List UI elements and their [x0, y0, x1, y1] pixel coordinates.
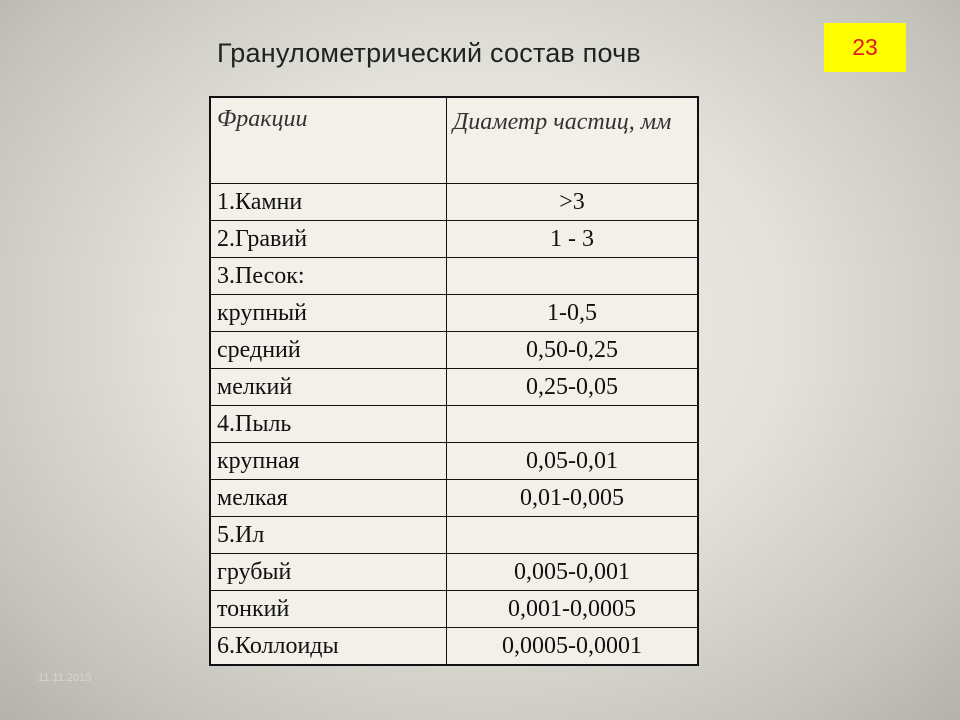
fraction-cell: 6.Коллоиды: [210, 628, 447, 666]
diameter-cell: 0,005-0,001: [447, 554, 699, 591]
table-row: [210, 221, 698, 258]
fraction-cell: грубый: [210, 554, 447, 591]
fraction-cell: мелкая: [210, 480, 447, 517]
table-row: [210, 480, 698, 517]
slide-number-badge: [824, 23, 906, 72]
fraction-table-grid: [209, 96, 699, 666]
table-row: [210, 443, 698, 480]
fraction-cell: 3.Песок:: [210, 258, 447, 295]
table-row: [210, 517, 698, 554]
table-row: [210, 369, 698, 406]
diameter-cell: 1 - 3: [447, 221, 699, 258]
footer-date: 11.11.2015: [38, 672, 92, 684]
diameter-cell: 0,50-0,25: [447, 332, 699, 369]
header-fractions: Фракции: [210, 97, 447, 184]
fraction-cell: тонкий: [210, 591, 447, 628]
diameter-cell: 0,25-0,05: [447, 369, 699, 406]
fraction-table: [209, 96, 699, 666]
table-header-row: [210, 97, 698, 184]
table-row: [210, 628, 698, 666]
table-row: [210, 554, 698, 591]
slide-title: Гранулометрический состав почв: [217, 38, 641, 68]
fraction-cell: крупный: [210, 295, 447, 332]
diameter-cell: [447, 517, 699, 554]
fraction-cell: мелкий: [210, 369, 447, 406]
diameter-cell: 1-0,5: [447, 295, 699, 332]
fraction-cell: крупная: [210, 443, 447, 480]
table-row: [210, 591, 698, 628]
fraction-cell: 1.Камни: [210, 184, 447, 221]
fraction-cell: 5.Ил: [210, 517, 447, 554]
diameter-cell: [447, 258, 699, 295]
table-row: [210, 406, 698, 443]
table-row: [210, 258, 698, 295]
fraction-cell: 4.Пыль: [210, 406, 447, 443]
diameter-cell: 0,05-0,01: [447, 443, 699, 480]
table-row: [210, 295, 698, 332]
header-diameter: Диаметр частиц, мм: [447, 97, 699, 184]
slide-number: 23: [852, 34, 878, 60]
diameter-cell: >3: [447, 184, 699, 221]
table-row: [210, 184, 698, 221]
table-row: [210, 332, 698, 369]
diameter-cell: 0,001-0,0005: [447, 591, 699, 628]
fraction-cell: средний: [210, 332, 447, 369]
diameter-cell: 0,01-0,005: [447, 480, 699, 517]
diameter-cell: 0,0005-0,0001: [447, 628, 699, 666]
fraction-cell: 2.Гравий: [210, 221, 447, 258]
diameter-cell: [447, 406, 699, 443]
